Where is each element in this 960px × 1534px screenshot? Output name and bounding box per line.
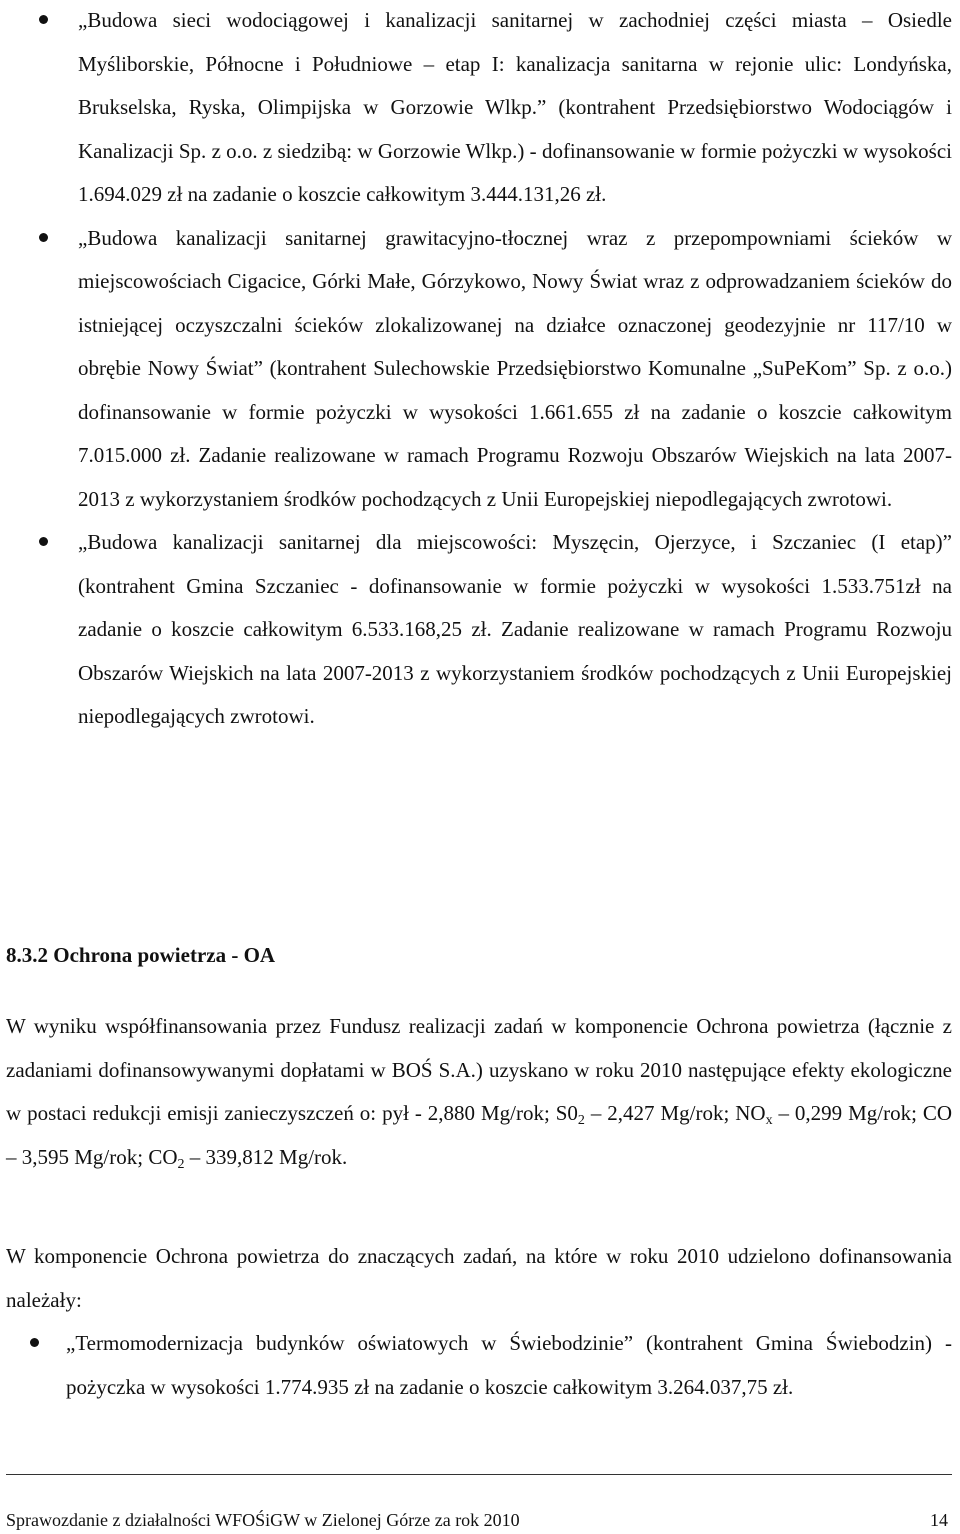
effect-nox-label: NO: [735, 1101, 766, 1125]
effect-so2: – 2,427 Mg/rok;: [590, 1101, 730, 1125]
effects-paragraph: [6, 1005, 952, 1179]
components-paragraph: W komponencie Ochrona powietrza do znaczących zadań, na które w roku 2010 udzielono dofinansowania należały:: [6, 1244, 952, 1312]
bullet-icon: [39, 15, 48, 24]
effect-so2-sub: 2: [577, 1113, 585, 1128]
effect-nox: – 0,299 Mg/rok;: [778, 1101, 917, 1125]
effect-co2-label: CO: [148, 1144, 178, 1169]
list-item-text: „Budowa kanalizacji sanitarnej dla miejscowości: Myszęcin, Ojerzyce, i Szczaniec (I etap)” (kontrahent Gmina Szczaniec - dofinansowanie w formie pożyczki w wysokości 1.533.751zł na zadanie o koszcie całkowitym 6.533.168,25 zł. Zadanie realizowane w ramach Programu Rozwoju Obszarów Wiejskich na lata 2007-2013 z wykorzystaniem środków pochodzących z Unii Europejskiej niepodlegających zwrotowi.: [78, 530, 952, 728]
bullet-icon: [39, 537, 48, 546]
bullet-icon: [39, 233, 48, 242]
effect-nox-sub: x: [765, 1113, 773, 1128]
list-item: [0, 1322, 960, 1409]
effect-dust: - 2,880 Mg/rok;: [414, 1101, 550, 1125]
list-item: [0, 217, 960, 522]
list-item: [0, 0, 960, 217]
footer-divider: [6, 1474, 952, 1475]
task-list-water: [0, 0, 960, 739]
task-list-air: [0, 1322, 960, 1409]
effect-so2-label: S0: [555, 1101, 578, 1125]
effects-intro: W wyniku współfinansowania przez Fundusz realizacji zadań w komponencie Ochrona powietrza (łącznie z zadaniami dofinansowywanymi dopłatami w BOŚ S.A.) uzyskano w roku 2010 następujące efekty ekologiczne w postaci redukcji emisji zanieczyszczeń o: pył: [6, 1014, 952, 1125]
effect-co-label: CO: [922, 1101, 953, 1125]
effect-co2: – 339,812 Mg/rok.: [189, 1144, 348, 1169]
list-item-text: „Budowa kanalizacji sanitarnej grawitacyjno-tłocznej wraz z przepompowniami ścieków w miejscowościach Cigacice, Górki Małe, Górzykowo, Nowy Świat wraz z odprowadzaniem ścieków do istniejącej oczyszczalni ścieków zlokalizowanej na działce oznaczonej geodezyjnie nr 117/10 w obrębie Nowy Świat” (kontrahent Sulechowskie Przedsiębiorstwo Komunalne „SuPeKom” Sp. z o.o.) dofinansowanie w formie pożyczki w wysokości 1.661.655 zł na zadanie o koszcie całkowitym 7.015.000 zł. Zadanie realizowane w ramach Programu Rozwoju Obszarów Wiejskich na lata 2007-2013 z wykorzystaniem środków pochodzących z Unii Europejskiej niepodlegających zwrotowi.: [78, 225, 952, 511]
page-number: 14: [930, 1510, 948, 1530]
list-item-text: „Budowa sieci wodociągowej i kanalizacji sanitarnej w zachodniej części miasta – Osiedle Myśliborskie, Północne i Południowe – etap I: kanalizacja sanitarna w rejonie ulic: Londyńska, Brukselska, Ryska, Olimpijska w Gorzowie Wlkp.” (kontrahent Przedsiębiorstwo Wodociągów i Kanalizacji Sp. z o.o. z siedzibą: w Gorzowie Wlkp.) - dofinansowanie w formie pożyczki w wysokości 1.694.029 zł na zadanie o koszcie całkowitym 3.444.131,26 zł.: [78, 8, 952, 206]
list-item: [0, 521, 960, 739]
effect-co2-sub: 2: [177, 1156, 185, 1172]
list-item-text: „Termomodernizacja budynków oświatowych w Świebodzinie” (kontrahent Gmina Świebodzin) - pożyczka w wysokości 1.774.935 zł na zadanie o koszcie całkowitym 3.264.037,75 zł.: [66, 1331, 952, 1399]
section-heading: 8.3.2 Ochrona powietrza - OA: [6, 943, 276, 967]
bullet-icon: [30, 1338, 39, 1347]
footer-title: Sprawozdanie z działalności WFOŚiGW w Zielonej Górze za rok 2010: [6, 1510, 520, 1530]
effect-co: – 3,595 Mg/rok;: [6, 1144, 144, 1169]
